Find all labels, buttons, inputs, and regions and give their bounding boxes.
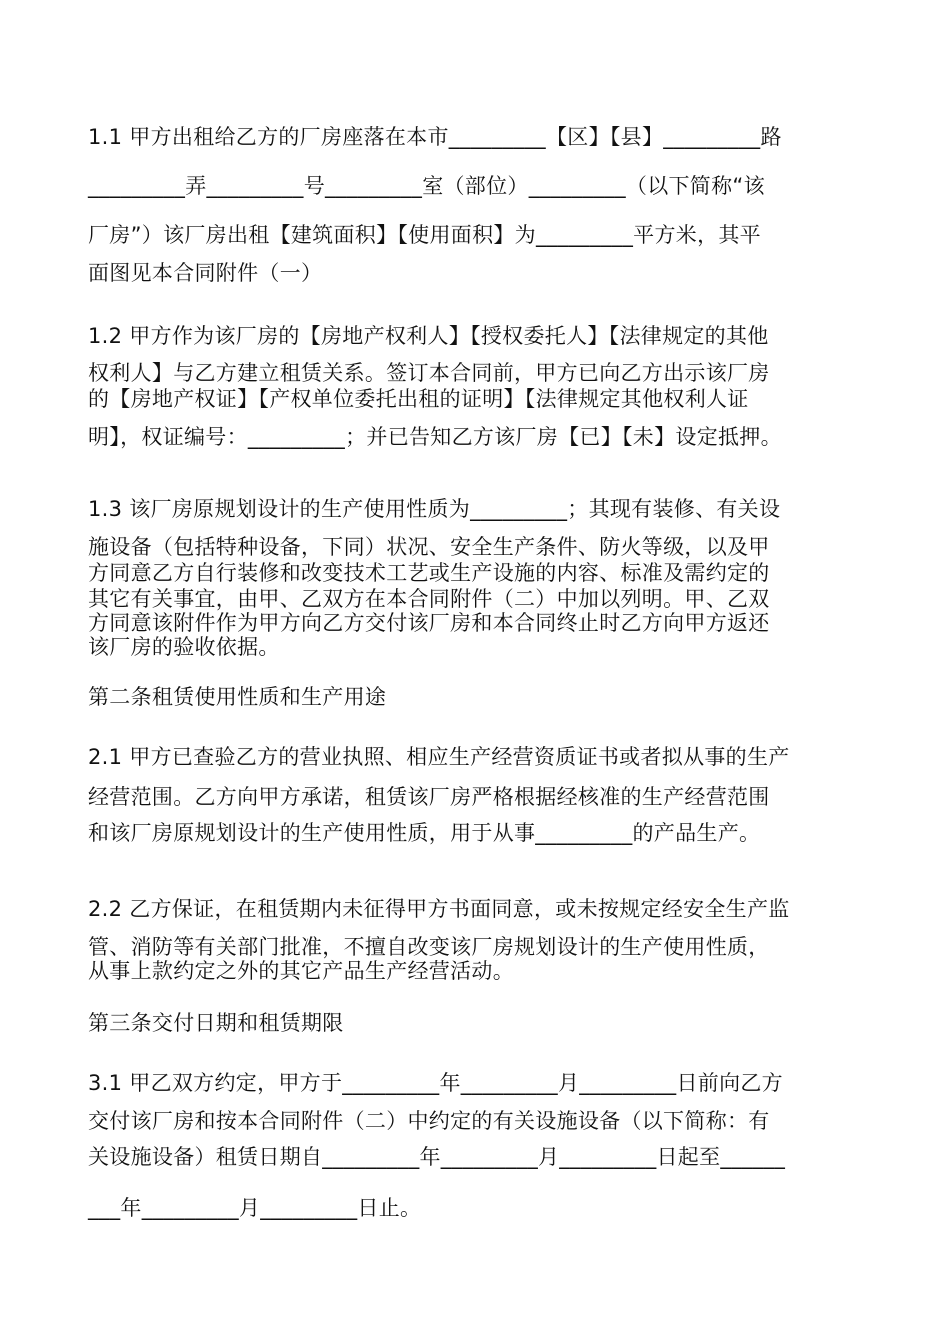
article-2-heading: 第二条租赁使用性质和生产用途 bbox=[88, 685, 387, 709]
clause-1-3-line-2: 施设备（包括特种设备，下同）状况、安全生产条件、防火等级，以及甲 bbox=[88, 535, 770, 559]
clause-3-1-line-2: 交付该厂房和按本合同附件（二）中约定的有关设施设备（以下简称：有 bbox=[88, 1109, 770, 1133]
clause-1-2-line-4: 明】，权证编号：_________；并已告知乙方该厂房【已】【未】设定抵押。 bbox=[88, 425, 782, 449]
clause-1-3-line-5: 方同意该附件作为甲方向乙方交付该厂房和本合同终止时乙方向甲方返还 bbox=[88, 611, 770, 635]
clause-1-2-line-2: 权利人】与乙方建立租赁关系。签订本合同前，甲方已向乙方出示该厂房 bbox=[88, 361, 770, 385]
clause-1-1-line-4: 面图见本合同附件（一） bbox=[88, 261, 323, 285]
clause-2-1-line-2: 经营范围。乙方向甲方承诺，租赁该厂房严格根据经核准的生产经营范围 bbox=[88, 785, 770, 809]
clause-2-2-line-2: 管、消防等有关部门批准，不擅自改变该厂房规划设计的生产使用性质， bbox=[88, 935, 770, 959]
clause-1-3-line-4: 其它有关事宜，由甲、乙双方在本合同附件（二）中加以列明。甲、乙双 bbox=[88, 587, 770, 611]
clause-2-2-line-1: 2.2 乙方保证，在租赁期内未征得甲方书面同意，或未按规定经安全生产监 bbox=[88, 897, 790, 921]
clause-1-3-line-6: 该厂房的验收依据。 bbox=[88, 635, 280, 659]
clause-1-2-line-3: 的【房地产权证】【产权单位委托出租的证明】【法律规定其他权利人证 bbox=[88, 387, 749, 411]
clause-1-2-line-1: 1.2 甲方作为该厂房的【房地产权利人】【授权委托人】【法律规定的其他 bbox=[88, 324, 769, 348]
article-3-heading: 第三条交付日期和租赁期限 bbox=[88, 1011, 344, 1035]
clause-3-1-line-3: 关设施设备）租赁日期自_________年_________月_________日起至______ bbox=[88, 1145, 786, 1169]
clause-1-1-line-1: 1.1 甲方出租给乙方的厂房座落在本市_________【区】【县】_________路 bbox=[88, 125, 782, 149]
clause-2-1-line-1: 2.1 甲方已查验乙方的营业执照、相应生产经营资质证书或者拟从事的生产 bbox=[88, 745, 790, 769]
clause-2-1-line-3: 和该厂房原规划设计的生产使用性质，用于从事_________的产品生产。 bbox=[88, 821, 761, 845]
clause-1-1-line-2: _________弄_________号_________室（部位）_________（以下简称“该 bbox=[88, 174, 765, 198]
clause-1-3-line-3: 方同意乙方自行装修和改变技术工艺或生产设施的内容、标准及需约定的 bbox=[88, 561, 770, 585]
clause-1-3-line-1: 1.3 该厂房原规划设计的生产使用性质为_________；其现有装修、有关设 bbox=[88, 497, 781, 521]
clause-3-1-line-4: ___年_________月_________日止。 bbox=[88, 1196, 422, 1220]
clause-1-1-line-3: 厂房”）该厂房出租【建筑面积】【使用面积】为_________平方米，其平 bbox=[88, 223, 761, 247]
clause-2-2-line-3: 从事上款约定之外的其它产品生产经营活动。 bbox=[88, 959, 514, 983]
clause-3-1-line-1: 3.1 甲乙双方约定，甲方于_________年_________月_________日前向乙方 bbox=[88, 1071, 783, 1095]
